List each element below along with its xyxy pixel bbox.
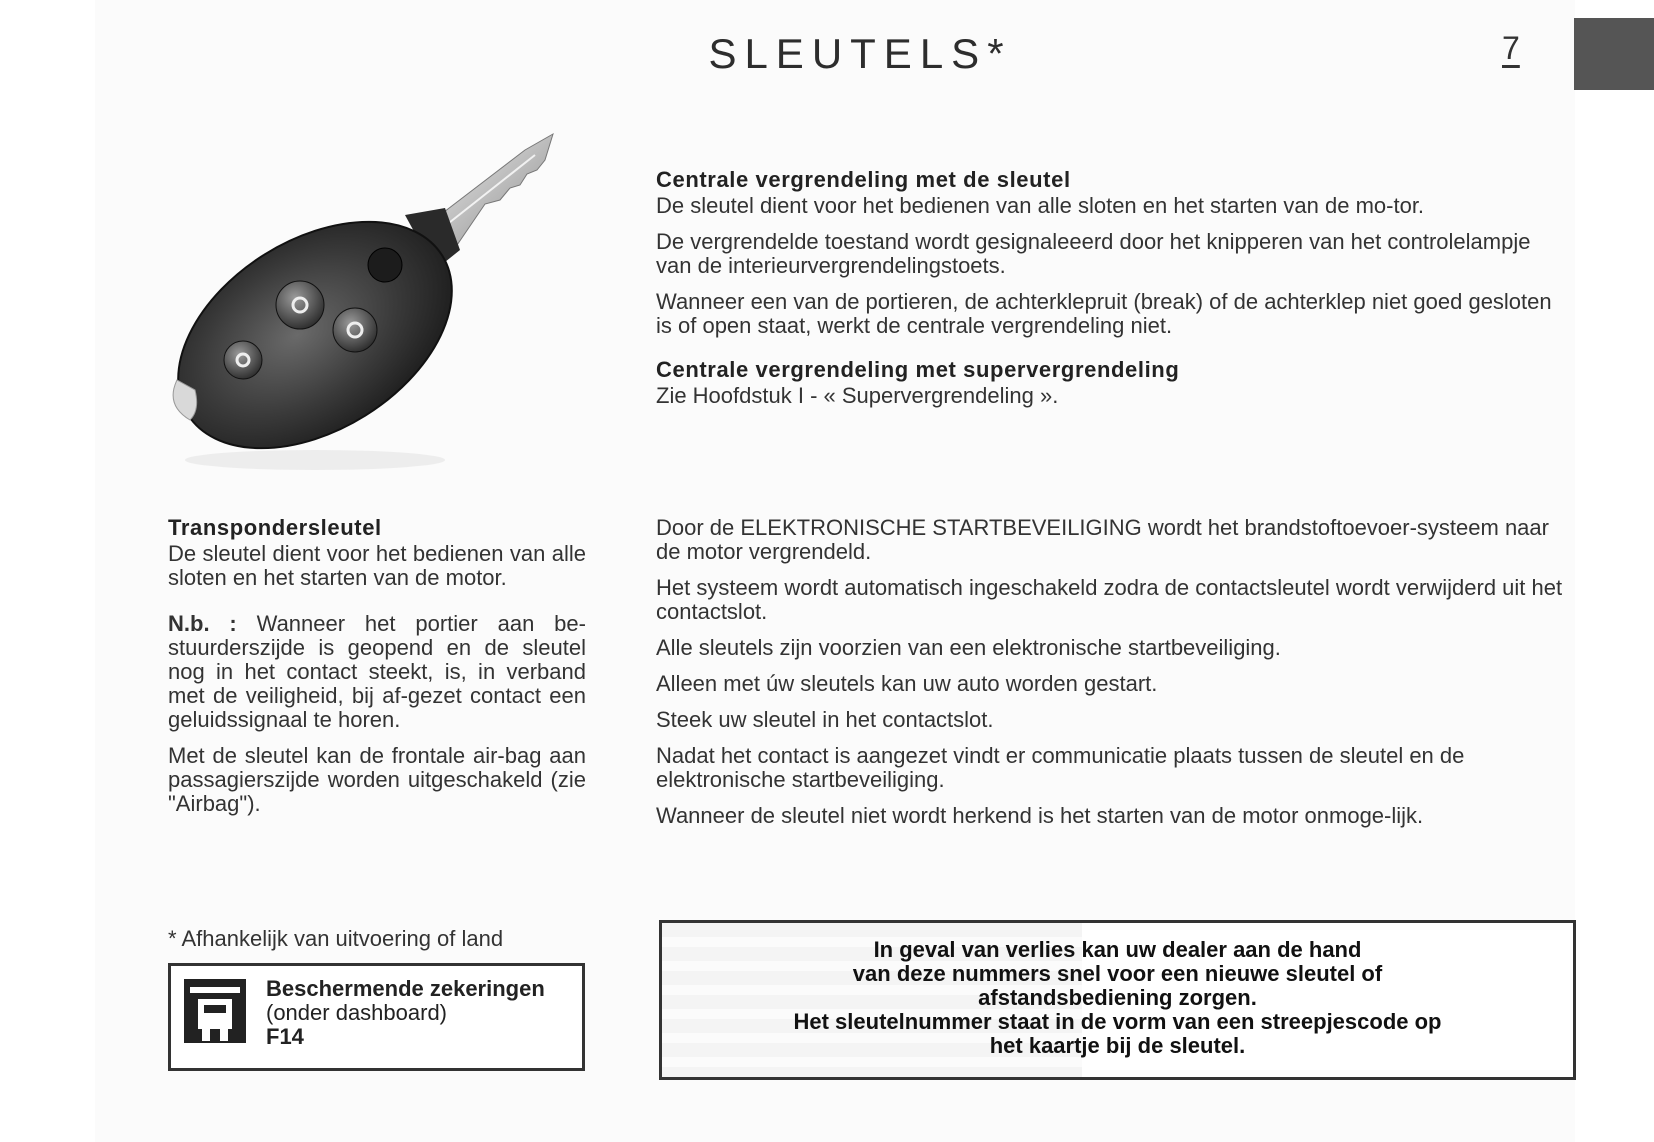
notice-line: het kaartje bij de sleutel.	[989, 1033, 1246, 1058]
fuse-location: (onder dashboard)	[266, 1000, 448, 1025]
notice-line: In geval van verlies kan uw dealer aan de hand	[873, 937, 1362, 962]
fuse-title: Beschermende zekeringen	[266, 976, 545, 1001]
transponder-key-section	[168, 516, 586, 828]
immobiliser-section	[656, 516, 1571, 840]
notice-line: afstandsbediening zorgen.	[978, 985, 1257, 1010]
note-label: N.b. :	[168, 611, 237, 636]
key-loss-notice-box	[659, 920, 1576, 1080]
remote-key-image	[165, 130, 595, 485]
fuse-icon	[184, 979, 246, 1043]
notice-line: van deze nummers snel voor een nieuwe sleutel of	[852, 961, 1383, 986]
notice-text	[672, 938, 1563, 1058]
section-heading-superlocking: Centrale vergrendeling met supervergrendeling	[656, 357, 1180, 382]
paragraph: De vergrendelde toestand wordt gesignaleeerd door het knipperen van het controlelampje van de interieurvergrendelingstoets.	[656, 229, 1531, 278]
paragraph: Het systeem wordt automatisch ingeschakeld zodra de contactsleutel wordt verwijderd uit het contactslot.	[656, 575, 1563, 624]
paragraph: Zie Hoofdstuk I - « Supervergrendeling ».	[656, 383, 1059, 408]
paragraph: Wanneer een van de portieren, de achterklepruit (break) of de achterklep niet goed gesloten is of open staat, werkt de centrale vergrendeling niet.	[656, 289, 1552, 338]
note-text: Wanneer het portier aan be-stuurderszijde is geopend en de sleutel nog in het contact steekt, is, in verband met de veiligheid, bij af-gezet contact een geluidssignaal te horen.	[168, 611, 586, 732]
paragraph: Steek uw sleutel in het contactslot.	[656, 707, 994, 732]
paragraph: Nadat het contact is aangezet vindt er communicatie plaats tussen de sleutel en de elektronische startbeveiliging.	[656, 743, 1465, 792]
page-number: 7	[1502, 30, 1520, 66]
paragraph: De sleutel dient voor het bedienen van alle sloten en het starten van de mo-tor.	[656, 193, 1425, 218]
note-paragraph	[168, 612, 586, 732]
fuse-info-box	[168, 963, 585, 1071]
section-heading-transponder: Transpondersleutel	[168, 515, 382, 540]
paragraph: Alleen met úw sleutels kan uw auto worden gestart.	[656, 671, 1158, 696]
footnote: * Afhankelijk van uitvoering of land	[168, 926, 504, 951]
section-heading-central-locking: Centrale vergrendeling met de sleutel	[656, 167, 1071, 192]
notice-line: Het sleutelnummer staat in de vorm van een streepjescode op	[793, 1009, 1442, 1034]
central-locking-section	[656, 168, 1571, 420]
fuse-code: F14	[266, 1024, 304, 1049]
page-title: SLEUTELS*	[708, 30, 1012, 77]
paragraph: Met de sleutel kan de frontale air-bag aan passagierszijde worden uitgeschakeld (zie "Airbag").	[168, 743, 586, 816]
paragraph: De sleutel dient voor het bedienen van alle sloten en het starten van de motor.	[168, 541, 586, 590]
paragraph: Alle sleutels zijn voorzien van een elektronische startbeveiliging.	[656, 635, 1281, 660]
fuse-info-text	[266, 977, 545, 1049]
paragraph: Wanneer de sleutel niet wordt herkend is het starten van de motor onmoge-lijk.	[656, 803, 1424, 828]
paragraph: Door de ELEKTRONISCHE STARTBEVEILIGING wordt het brandstoftoevoer-systeem naar de motor vergrendeld.	[656, 515, 1549, 564]
chapter-tab	[1574, 18, 1654, 90]
